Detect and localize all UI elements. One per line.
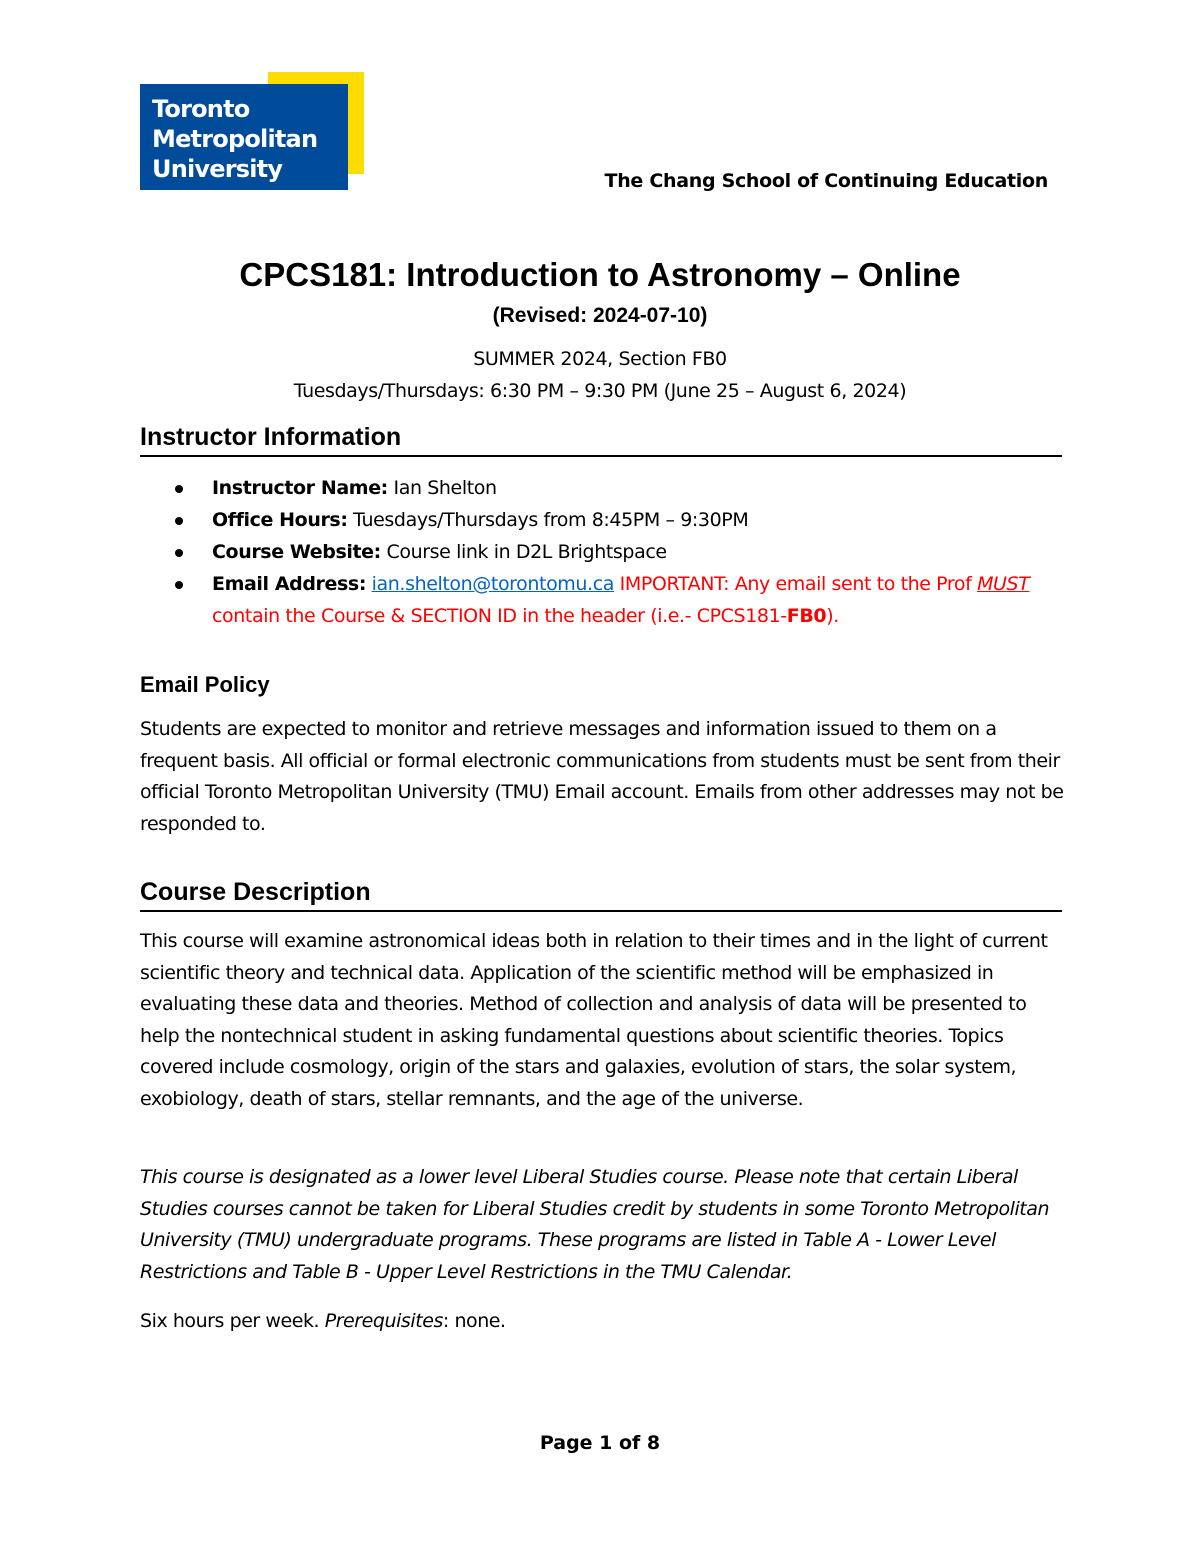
instructor-name-value: Ian Shelton	[387, 477, 497, 499]
office-hours-label: Office Hours:	[212, 509, 348, 531]
course-website-value: Course link in D2L Brightspace	[380, 541, 667, 563]
email-link[interactable]: ian.shelton@torontomu.ca	[371, 573, 614, 595]
list-item	[140, 504, 1062, 536]
bullet-icon	[175, 517, 183, 525]
list-item	[140, 568, 1062, 632]
email-policy-heading: Email Policy	[140, 672, 270, 697]
list-item	[140, 536, 1062, 568]
course-website-label: Course Website:	[212, 541, 381, 563]
course-title: CPCS181: Introduction to Astronomy – Online	[239, 256, 961, 293]
email-policy-text: Students are expected to monitor and retrieve messages and information issued to them on a frequent basis. All official or formal electronic communications from students must be sent from their official Toronto Metropolitan University (TMU) Email account. Emails from other addresses may not be responded to.	[140, 718, 1064, 835]
page-number: Page 1 of 8	[539, 1432, 661, 1454]
must-emphasis: MUST	[977, 573, 1030, 595]
logo-line-3: University	[152, 155, 283, 183]
prerequisites-value: : none.	[442, 1310, 506, 1332]
bullet-icon	[175, 549, 183, 557]
logo-line-2: Metropolitan	[152, 125, 318, 153]
bullet-icon	[175, 581, 183, 589]
section-id: FB0	[786, 605, 827, 627]
important-notice: IMPORTANT: Any email sent to the Prof	[614, 573, 972, 595]
revised-date: (Revised: 2024-07-10)	[492, 304, 708, 327]
prerequisites-label: Prerequisites	[324, 1310, 443, 1332]
bullet-icon	[175, 485, 183, 493]
term-section: SUMMER 2024, Section FB0	[473, 348, 727, 370]
email-label: Email Address:	[212, 573, 367, 595]
liberal-studies-note: This course is designated as a lower level Liberal Studies course. Please note that certain Liberal Studies courses cannot be taken for Liberal Studies credit by students in some Toronto Metropolitan University (TMU) undergraduate programs. These programs are listed in Table A - Lower Level Restrictions and Table B - Upper Level Restrictions in the TMU Calendar.	[140, 1166, 1050, 1283]
logo-line-1: Toronto	[152, 95, 250, 123]
schedule: Tuesdays/Thursdays: 6:30 PM – 9:30 PM (June 25 – August 6, 2024)	[293, 380, 907, 402]
instructor-list	[140, 472, 1062, 632]
course-description-heading: Course Description	[140, 876, 1062, 912]
instructor-name-label: Instructor Name:	[212, 477, 388, 499]
school-name: The Chang School of Continuing Education	[604, 170, 1048, 192]
list-item	[140, 472, 1062, 504]
office-hours-value: Tuesdays/Thursdays from 8:45PM – 9:30PM	[347, 509, 749, 531]
important-notice-cont: contain the Course & SECTION ID in the header (i.e.- CPCS181-	[212, 605, 787, 627]
instructor-heading: Instructor Information	[140, 421, 1062, 457]
course-description-text: This course will examine astronomical ideas both in relation to their times and in the light of current scientific theory and technical data. Application of the scientific method will be emphasized in evaluating these data and theories. Method of collection and analysis of data will be presented to help the nontechnical student in asking fundamental questions about scientific theories. Topics covered include cosmology, origin of the stars and galaxies, evolution of stars, the solar system, exobiology, death of stars, stellar remnants, and the age of the universe.	[140, 930, 1048, 1110]
logo-wordmark	[152, 94, 317, 184]
hours-prereq-line	[140, 1306, 1070, 1338]
important-notice-end: ).	[826, 605, 839, 627]
university-logo	[140, 72, 364, 192]
hours-per-week: Six hours per week.	[140, 1310, 325, 1332]
